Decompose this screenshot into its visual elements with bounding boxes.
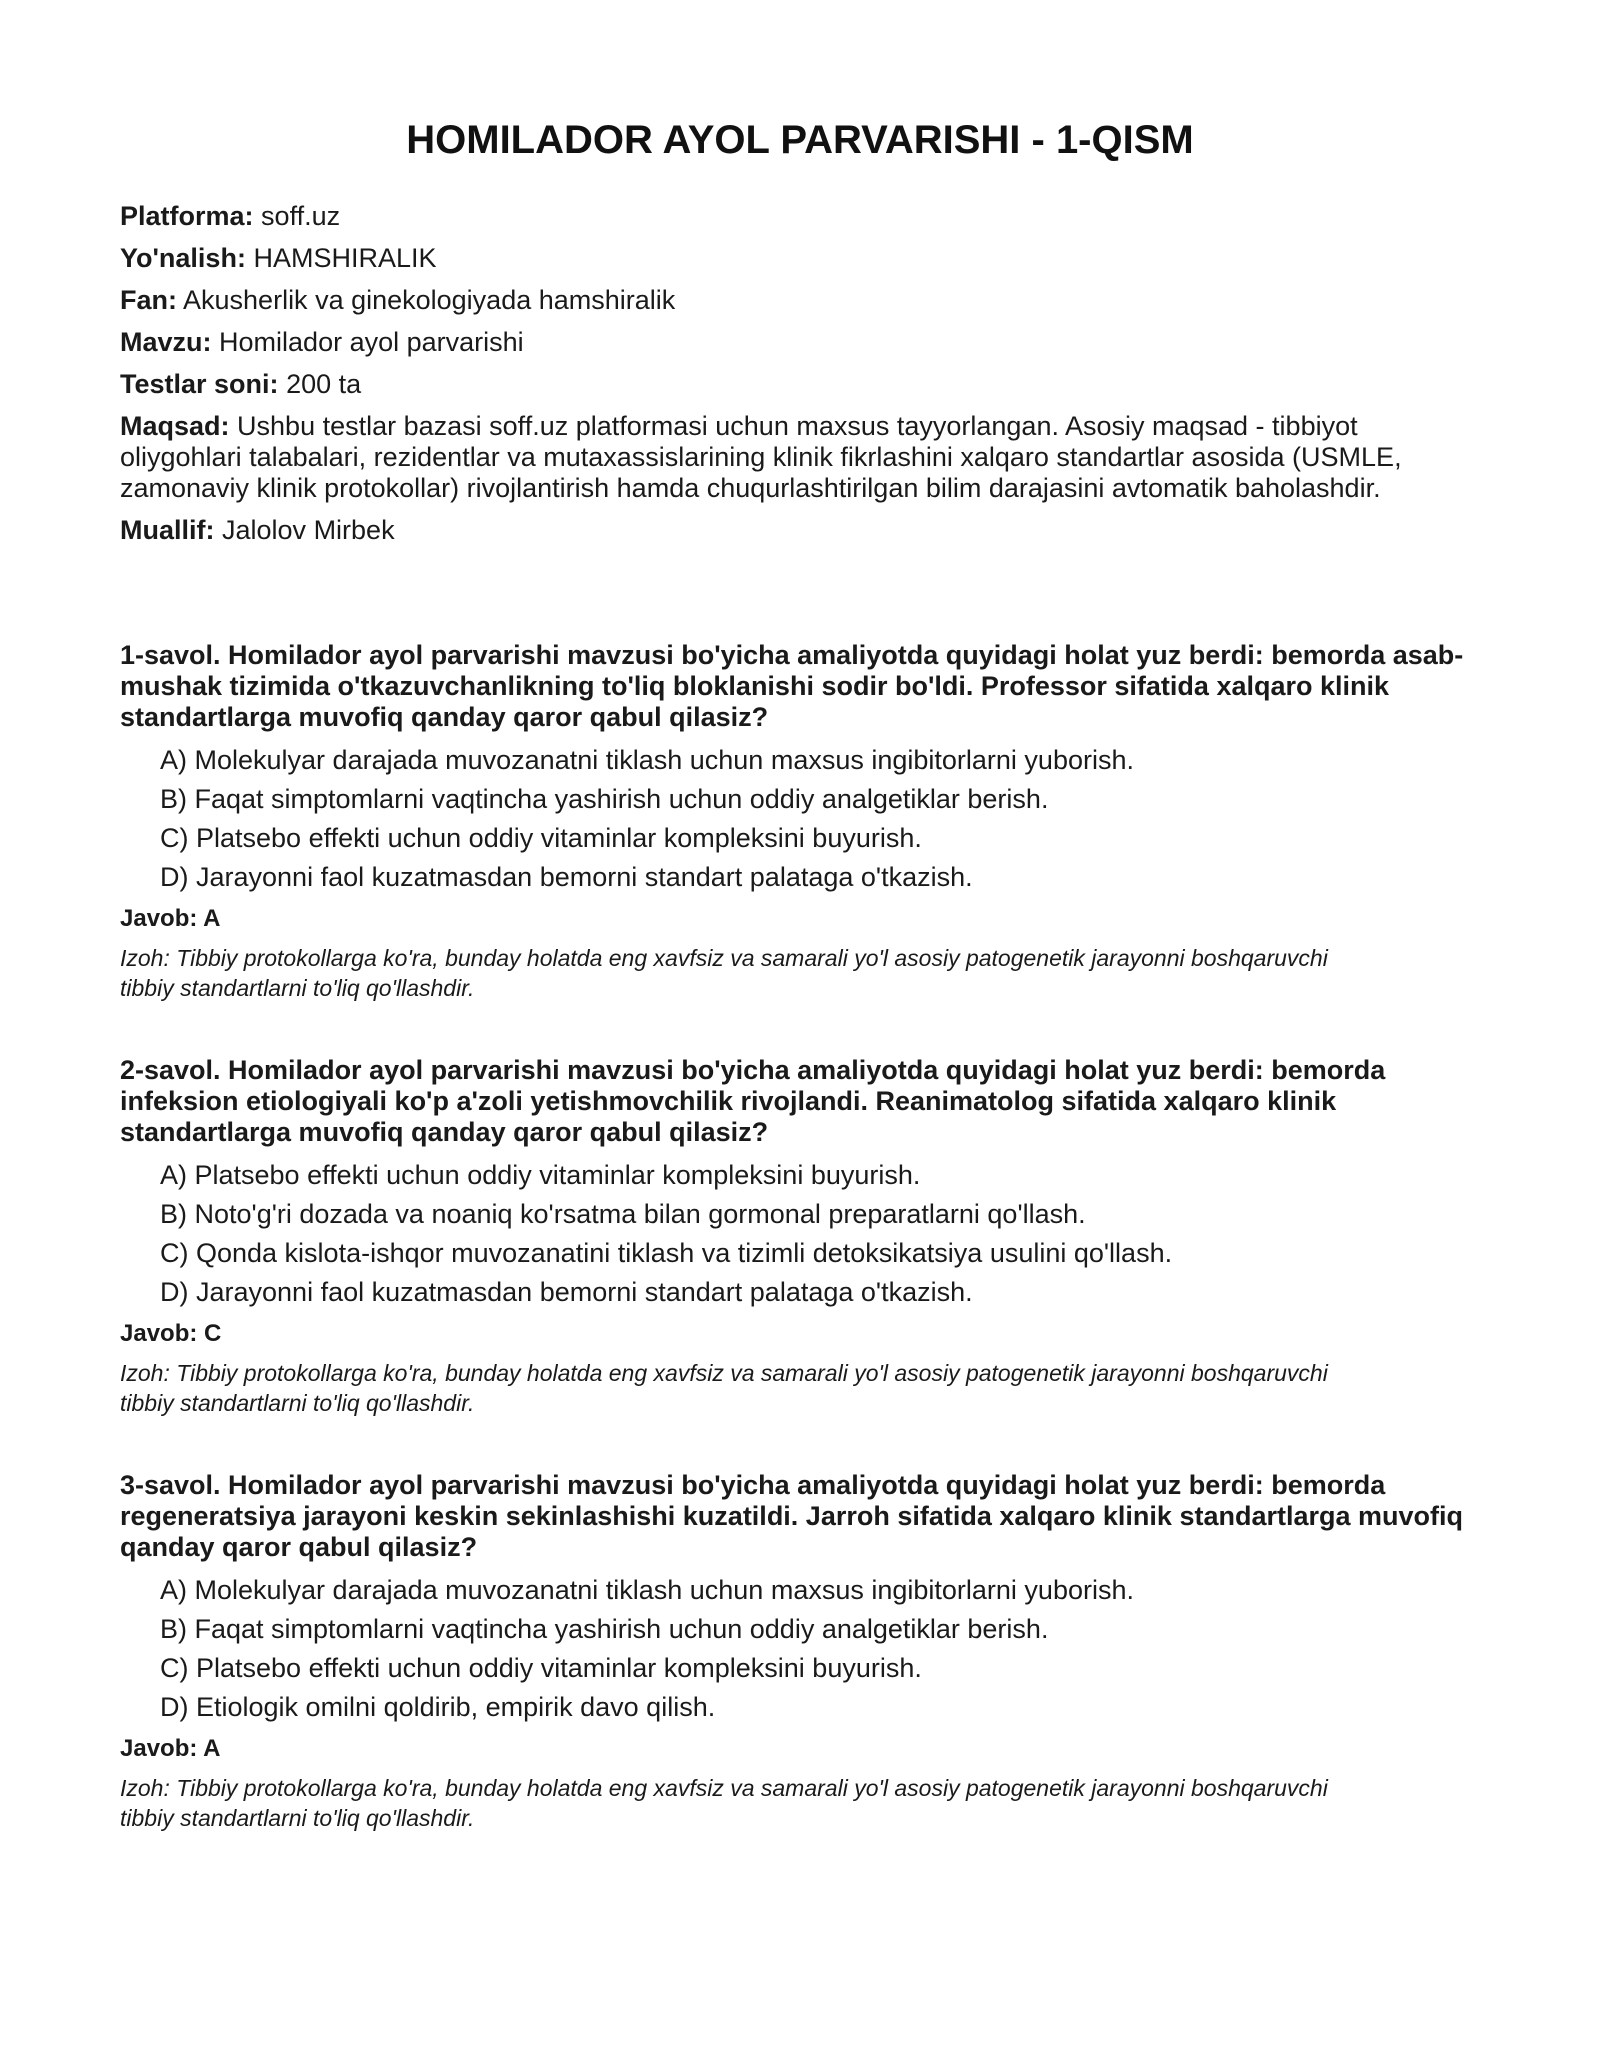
meta-direction [120, 243, 1480, 274]
option-b: B) Noto'g'ri dozada va noaniq ko'rsatma bilan gormonal preparatlarni qo'llash. [160, 1199, 1086, 1229]
option-d: D) Etiologik omilni qoldirib, empirik davo qilish. [160, 1692, 716, 1722]
meta-purpose [120, 411, 1480, 504]
meta-value: soff.uz [261, 201, 341, 231]
meta-author [120, 515, 1480, 546]
option-c: C) Platsebo effekti uchun oddiy vitaminlar kompleksini buyurish. [160, 823, 922, 853]
answer-label: Javob: A [120, 1735, 221, 1762]
meta-value: Ushbu testlar bazasi soff.uz platformasi uchun maxsus tayyorlangan. Asosiy maqsad - tibbiyot oliygohlari talabalari, rezidentlar va mutaxassislarining klinik fikrlashini xalqaro standartlar asosida (USMLE, zamonaviy klinik protokollar) rivojlantirish hamda chuqurlashtirilgan bilim darajasini avtomatik baholashdir. [120, 411, 1402, 503]
explanation-text: Izoh: Tibbiy protokollarga ko'ra, bunday holatda eng xavfsiz va samarali yo'l asosiy patogenetik jarayonni boshqaruvchi tibbiy standartlarni to'liq qo'llashdir. [120, 1360, 1328, 1416]
meta-value: Homilador ayol parvarishi [219, 327, 524, 357]
option-b: B) Faqat simptomlarni vaqtincha yashirish uchun oddiy analgetiklar berish. [160, 784, 1049, 814]
meta-key: Yo'nalish: [120, 243, 246, 273]
document-page [120, 118, 1480, 1885]
meta-value: Jalolov Mirbek [222, 515, 395, 545]
document-meta [120, 201, 1480, 546]
answer-label: Javob: C [120, 1320, 222, 1347]
meta-platform [120, 201, 1480, 232]
option-list [120, 1160, 1480, 1308]
question-text: 3-savol. Homilador ayol parvarishi mavzusi bo'yicha amaliyotda quyidagi holat yuz berdi: bemorda regeneratsiya jarayoni keskin sekinlashishi kuzatildi. Jarroh sifatida xalqaro klinik standartlarga muvofiq qanday qaror qabul qilasiz? [120, 1470, 1463, 1562]
answer-label: Javob: A [120, 905, 221, 932]
meta-value: HAMSHIRALIK [253, 243, 437, 273]
document-title: HOMILADOR AYOL PARVARISHI - 1-QISM [406, 118, 1194, 162]
explanation-text: Izoh: Tibbiy protokollarga ko'ra, bunday holatda eng xavfsiz va samarali yo'l asosiy patogenetik jarayonni boshqaruvchi tibbiy standartlarni to'liq qo'llashdir. [120, 1775, 1328, 1831]
meta-value: 200 ta [286, 369, 362, 399]
option-a: A) Platsebo effekti uchun oddiy vitaminlar kompleksini buyurish. [160, 1160, 921, 1190]
option-b: B) Faqat simptomlarni vaqtincha yashirish uchun oddiy analgetiklar berish. [160, 1614, 1049, 1644]
option-a: A) Molekulyar darajada muvozanatni tiklash uchun maxsus ingibitorlarni yuborish. [160, 745, 1134, 775]
option-c: C) Qonda kislota-ishqor muvozanatini tiklash va tizimli detoksikatsiya usulini qo'llash. [160, 1238, 1173, 1268]
meta-topic [120, 327, 1480, 358]
meta-test-count [120, 369, 1480, 400]
meta-key: Mavzu: [120, 327, 212, 357]
question-text: 1-savol. Homilador ayol parvarishi mavzusi bo'yicha amaliyotda quyidagi holat yuz berdi: bemorda asab-mushak tizimida o'tkazuvchanlikning to'liq bloklanishi sodir bo'ldi. Professor sifatida xalqaro klinik standartlarga muvofiq qanday qaror qabul qilasiz? [120, 640, 1464, 732]
meta-key: Fan: [120, 285, 177, 315]
meta-subject [120, 285, 1480, 316]
explanation-text: Izoh: Tibbiy protokollarga ko'ra, bunday holatda eng xavfsiz va samarali yo'l asosiy patogenetik jarayonni boshqaruvchi tibbiy standartlarni to'liq qo'llashdir. [120, 945, 1328, 1001]
option-list [120, 1575, 1480, 1723]
question-block [120, 1055, 1480, 1418]
option-d: D) Jarayonni faol kuzatmasdan bemorni standart palataga o'tkazish. [160, 862, 973, 892]
meta-key: Platforma: [120, 201, 254, 231]
option-c: C) Platsebo effekti uchun oddiy vitaminlar kompleksini buyurish. [160, 1653, 922, 1683]
meta-value: Akusherlik va ginekologiyada hamshiralik [183, 285, 676, 315]
meta-key: Maqsad: [120, 411, 230, 441]
option-a: A) Molekulyar darajada muvozanatni tiklash uchun maxsus ingibitorlarni yuborish. [160, 1575, 1134, 1605]
question-block [120, 1470, 1480, 1833]
question-text: 2-savol. Homilador ayol parvarishi mavzusi bo'yicha amaliyotda quyidagi holat yuz berdi: bemorda infeksion etiologiyali ko'p a'zoli yetishmovchilik rivojlandi. Reanimatolog sifatida xalqaro klinik standartlarga muvofiq qanday qaror qabul qilasiz? [120, 1055, 1386, 1147]
meta-key: Muallif: [120, 515, 215, 545]
question-block [120, 640, 1480, 1003]
meta-key: Testlar soni: [120, 369, 279, 399]
option-d: D) Jarayonni faol kuzatmasdan bemorni standart palataga o'tkazish. [160, 1277, 973, 1307]
option-list [120, 745, 1480, 893]
